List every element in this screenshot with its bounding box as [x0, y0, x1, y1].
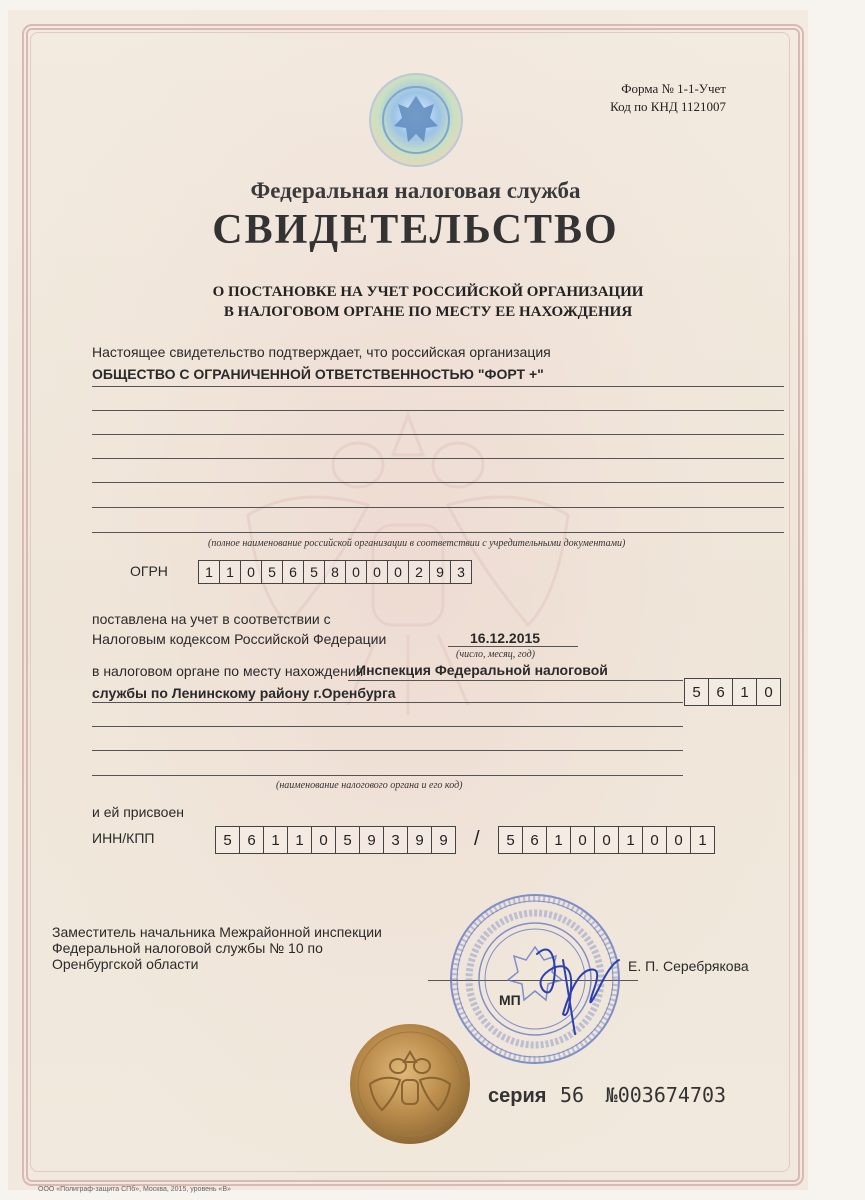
- digit-cell: 5: [304, 560, 325, 584]
- digit-cell: 6: [709, 678, 733, 706]
- name-line: [92, 482, 784, 483]
- digit-cell: 0: [241, 560, 262, 584]
- registration-line-2: Налоговым кодексом Российской Федерации: [92, 631, 387, 647]
- inn-kpp-label: ИНН/КПП: [92, 830, 155, 846]
- digit-cell: 6: [523, 826, 547, 854]
- digit-cell: 5: [684, 678, 709, 706]
- name-line: [92, 410, 784, 411]
- signatory-position: [52, 924, 382, 972]
- position-line-2: Федеральной налоговой службы № 10 по: [52, 940, 323, 956]
- form-number-line: Форма № 1-1-Учет: [621, 81, 726, 96]
- document-subtitle: [8, 282, 848, 322]
- authority-code-cells: [684, 678, 781, 706]
- agency-name: Федеральная налоговая служба: [250, 178, 581, 203]
- digit-cell: 1: [691, 826, 715, 854]
- subtitle-line-2: В НАЛОГОВОМ ОРГАНЕ ПО МЕСТУ ЕЕ НАХОЖДЕНИЯ: [223, 304, 633, 320]
- digit-cell: 1: [198, 560, 220, 584]
- date-line: [448, 646, 578, 647]
- digit-cell: 0: [571, 826, 595, 854]
- digit-cell: 0: [757, 678, 781, 706]
- kpp-cells: [498, 826, 715, 854]
- authority-prefix: в налоговом органе по месту нахождения: [92, 663, 364, 679]
- date-caption: (число, месяц, год): [456, 649, 535, 660]
- authority-line: [92, 775, 683, 776]
- digit-cell: 9: [360, 826, 384, 854]
- registration-line-1: поставлена на учет в соответствии с: [92, 611, 331, 627]
- document-title: СВИДЕТЕЛЬСТВО: [212, 207, 619, 253]
- series-code: 56: [560, 1083, 585, 1107]
- inn-kpp-separator: /: [474, 828, 480, 850]
- name-line: [92, 532, 784, 533]
- digit-cell: 1: [547, 826, 571, 854]
- digit-cell: 0: [346, 560, 367, 584]
- digit-cell: 8: [325, 560, 346, 584]
- subtitle-line-1: О ПОСТАНОВКЕ НА УЧЕТ РОССИЙСКОЙ ОРГАНИЗАЦИИ: [212, 284, 644, 300]
- authority-line: [348, 680, 683, 681]
- digit-cell: 5: [215, 826, 240, 854]
- signatory-name: Е. П. Серебрякова: [628, 958, 749, 974]
- name-line: [92, 458, 784, 459]
- inn-cells: [215, 826, 456, 854]
- printer-footer: ООО «Полиграф-защита СПб», Москва, 2015, уровень «В»: [38, 1186, 231, 1193]
- digit-cell: 9: [430, 560, 451, 584]
- series-block: [488, 1083, 726, 1108]
- authority-line: [92, 702, 683, 703]
- authority-name-part-1: Инспекция Федеральной налоговой: [356, 662, 608, 678]
- digit-cell: 0: [312, 826, 336, 854]
- digit-cell: 0: [643, 826, 667, 854]
- ogrn-cells: [198, 560, 472, 584]
- certificate-number: №003674703: [605, 1083, 727, 1107]
- authority-caption: (наименование налогового органа и его код): [276, 780, 463, 791]
- knd-code-line: Код по КНД 1121007: [610, 99, 726, 114]
- digit-cell: 5: [262, 560, 283, 584]
- name-line: [92, 507, 784, 508]
- name-line: [92, 434, 784, 435]
- digit-cell: 5: [336, 826, 360, 854]
- digit-cell: 0: [595, 826, 619, 854]
- digit-cell: 1: [288, 826, 312, 854]
- digit-cell: 9: [408, 826, 432, 854]
- position-line-3: Оренбургской области: [52, 956, 199, 972]
- digit-cell: 0: [367, 560, 388, 584]
- digit-cell: 6: [240, 826, 264, 854]
- stamp-place-mark: МП: [499, 992, 521, 1008]
- digit-cell: 2: [409, 560, 430, 584]
- authority-line: [92, 726, 683, 727]
- authority-line: [92, 750, 683, 751]
- authority-name-part-2: службы по Ленинскому району г.Оренбурга: [92, 685, 396, 701]
- gold-seal-emblem: [348, 1022, 472, 1146]
- digit-cell: 1: [264, 826, 288, 854]
- form-number: [610, 80, 726, 116]
- certificate-sheet: [8, 10, 808, 1193]
- digit-cell: 9: [432, 826, 456, 854]
- ogrn-label: ОГРН: [130, 563, 168, 579]
- digit-cell: 1: [733, 678, 757, 706]
- digit-cell: 0: [388, 560, 409, 584]
- digit-cell: 3: [451, 560, 472, 584]
- registration-date: 16.12.2015: [470, 630, 541, 646]
- hologram-seal: [368, 72, 464, 168]
- digit-cell: 5: [498, 826, 523, 854]
- intro-text: Настоящее свидетельство подтверждает, что российская организация: [92, 344, 551, 360]
- digit-cell: 6: [283, 560, 304, 584]
- digit-cell: 0: [667, 826, 691, 854]
- digit-cell: 1: [220, 560, 241, 584]
- handwritten-signature: [523, 930, 633, 1040]
- name-caption: (полное наименование российской организации в соответствии с учредительными документами): [208, 538, 626, 549]
- digit-cell: 3: [384, 826, 408, 854]
- digit-cell: 1: [619, 826, 643, 854]
- position-line-1: Заместитель начальника Межрайонной инспекции: [52, 924, 382, 940]
- organization-name: ОБЩЕСТВО С ОГРАНИЧЕННОЙ ОТВЕТСТВЕННОСТЬЮ "ФОРТ +": [92, 366, 544, 382]
- name-line: [92, 386, 784, 387]
- series-label: серия: [488, 1085, 547, 1107]
- assigned-label: и ей присвоен: [92, 804, 184, 820]
